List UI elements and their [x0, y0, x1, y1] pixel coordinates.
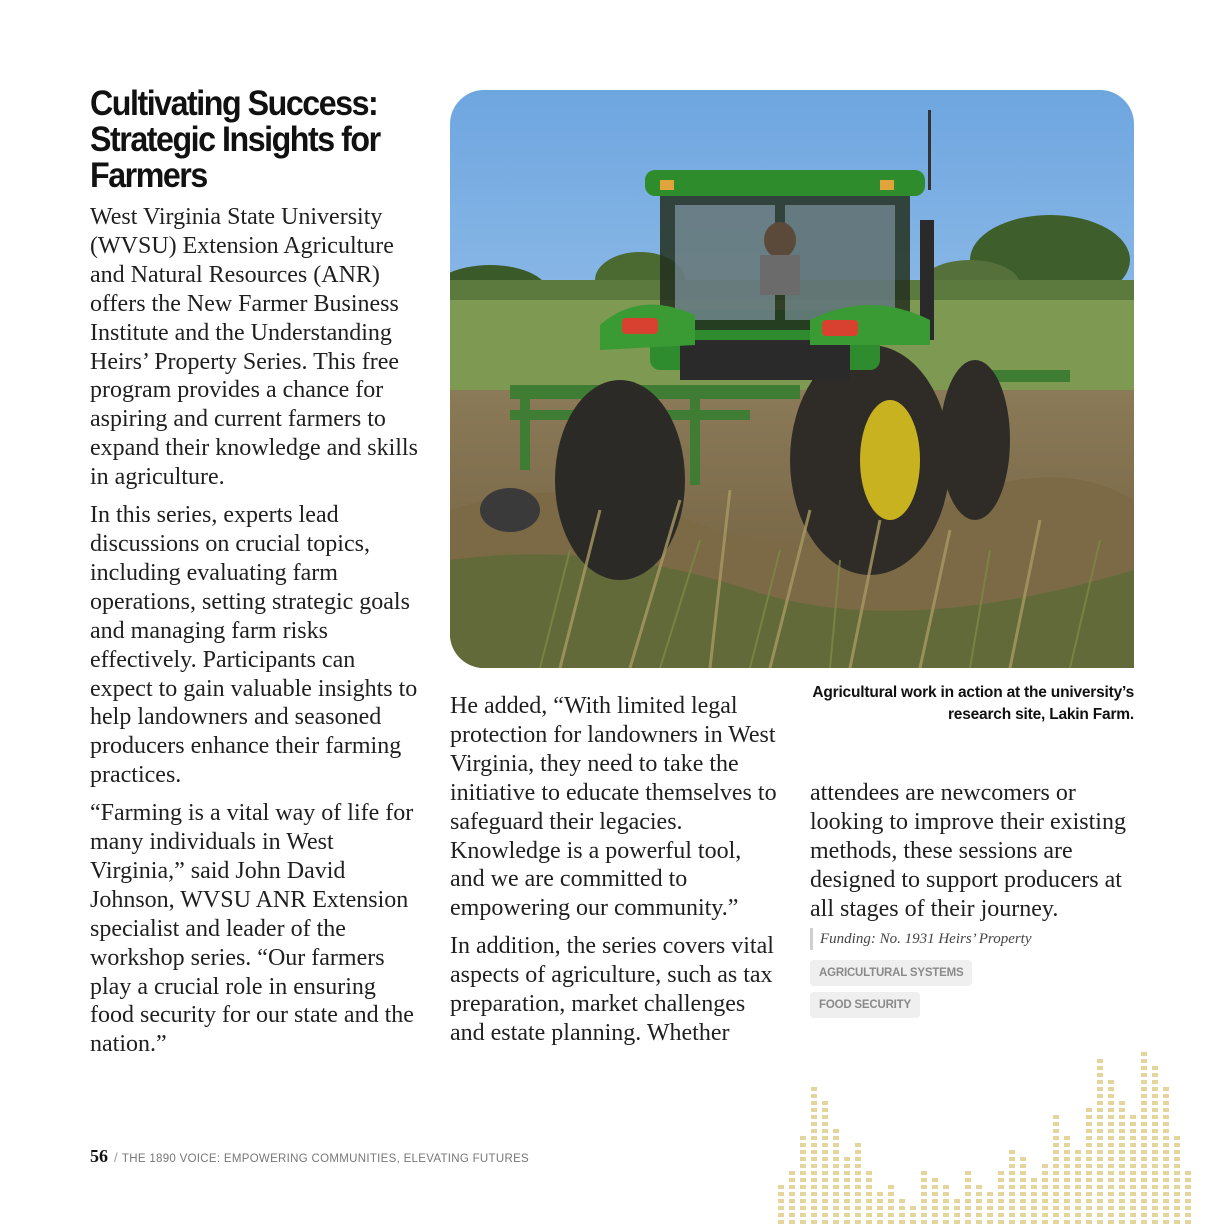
page-footer — [90, 1146, 529, 1167]
body-column-1 — [90, 203, 420, 1068]
tag-agricultural-systems[interactable]: AGRICULTURAL SYSTEMS — [810, 960, 972, 986]
photo-caption: Agricultural work in action at the university’s research site, Lakin Farm. — [812, 684, 1134, 723]
paragraph: In this series, experts lead discussions on crucial topics, including evaluating farm operations, setting strategic goals and managing farm risks effectively. Participants can expect to gain valuable insights to help landowners and seasoned producers enhance their farming practices. — [90, 502, 418, 789]
paragraph: attendees are newcomers or looking to improve their existing methods, these sessions are designed to support producers at all stages of their journey. — [810, 780, 1126, 922]
article-title: Cultivating Success: Strategic Insights for Farmers — [90, 84, 380, 195]
paragraph: He added, “With limited legal protection for landowners in West Virginia, they need to take the initiative to educate themselves to safeguard their legacies. Knowledge is a powerful tool, and we are committed to empowering our community.” — [450, 693, 777, 922]
page-number: 56 — [90, 1146, 108, 1166]
funding-note: Funding: No. 1931 Heirs’ Property — [810, 928, 1032, 950]
paragraph: In addition, the series covers vital aspects of agriculture, such as tax preparation, market challenges and estate planning. Whether — [450, 933, 774, 1046]
publication-title: THE 1890 VOICE: EMPOWERING COMMUNITIES, ELEVATING FUTURES — [121, 1153, 530, 1165]
body-column-2 — [450, 692, 780, 1057]
tractor-photo — [450, 90, 1134, 668]
paragraph: “Farming is a vital way of life for many individuals in West Virginia,” said John David Johnson, WVSU ANR Extension specialist and leader of the workshop series. “Our farmers play a crucial role in ensuring food security for our state and the nation.” — [90, 800, 414, 1058]
footer-separator: / — [114, 1150, 118, 1165]
decorative-bars — [770, 1000, 1224, 1224]
paragraph: West Virginia State University (WVSU) Extension Agriculture and Natural Resources (ANR) offers the New Farmer Business Institute and the Understanding Heirs’ Property Series. This free program provides a chance for aspiring and current farmers to expand their knowledge and skills in agriculture. — [90, 204, 418, 491]
tag-food-security[interactable]: FOOD SECURITY — [810, 992, 920, 1018]
body-column-3 — [810, 779, 1130, 933]
